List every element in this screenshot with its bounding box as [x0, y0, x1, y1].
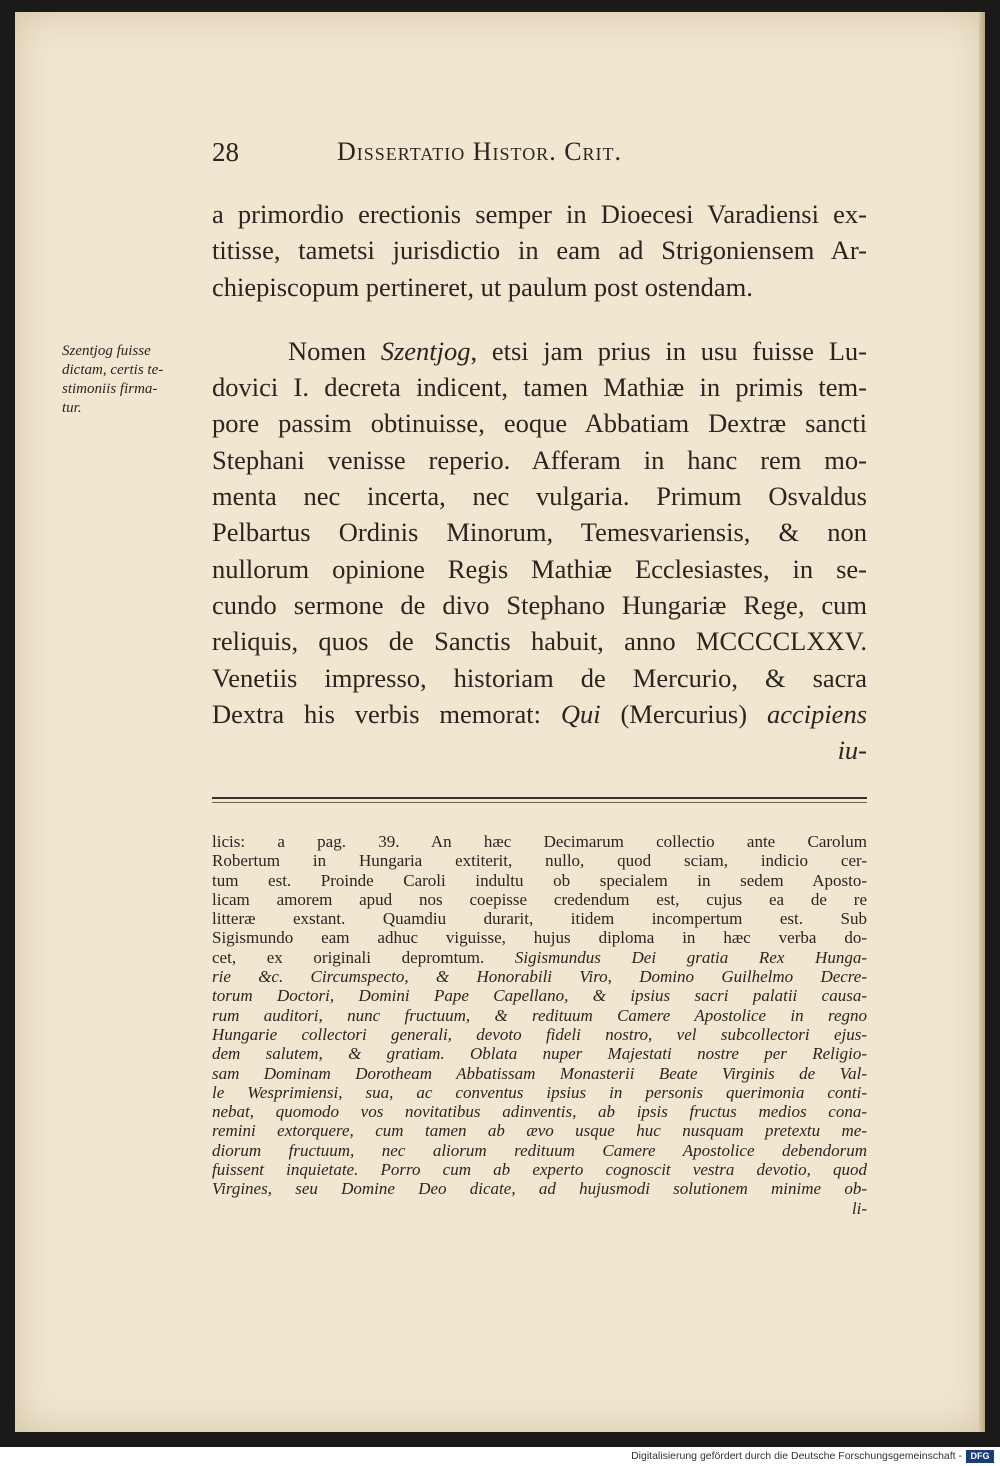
paragraph-gap [212, 305, 867, 333]
footnote-line: tum est. Proinde Caroli indultu ob specialem in sedem Aposto- [212, 870, 867, 890]
footnote-line: Robertum in Hungaria extiterit, nullo, quod sciam, indicio cer- [212, 851, 867, 871]
italic-span: Sigismundus Dei gratia Rex Hunga- [514, 947, 867, 967]
text-line [212, 333, 867, 369]
catchword: iu- [837, 735, 867, 766]
text-line: reliquis, quos de Sanctis habuit, anno MCCCCLXXV. [212, 626, 867, 657]
footnote-line: rie &c. Circumspecto, & Honorabili Viro, Domino Guilhelmo Decre- [212, 967, 867, 987]
italic-span: accipiens [766, 698, 868, 729]
margin-note-line: dictam, certis te- [62, 362, 164, 378]
page-number: 28 [212, 137, 239, 167]
text-line: dovici I. decreta indicent, tamen Mathiæ in primis tem- [212, 372, 867, 403]
footnote-line: Sigismundo eam adhuc viguisse, hujus diploma in hæc verba do- [212, 928, 867, 948]
text-line: Stephani venisse reperio. Afferam in hanc rem mo- [212, 444, 867, 475]
footnote-line [212, 948, 867, 967]
margin-note [62, 342, 212, 418]
footnote-line: remini extorquere, cum tamen ab ævo usque huc nusquam pretextu me- [212, 1121, 867, 1141]
page-header [212, 137, 862, 177]
italic-span: Qui [560, 698, 601, 729]
text-line: nullorum opinione Regis Mathiæ Ecclesiastes, in se- [212, 553, 867, 584]
footnote-line: sam Dominam Dorotheam Abbatissam Monasterii Beate Virginis de Val- [212, 1063, 867, 1083]
running-title: Dissertatio Histor. Crit. [337, 137, 623, 166]
text-span: (Mercurius) [600, 698, 767, 729]
footnote-rule-thin [212, 802, 867, 803]
text-line: chiepiscopum pertineret, ut paulum post ostendam. [212, 271, 753, 302]
margin-note-line: tur. [62, 400, 82, 416]
footnote-catchword: li- [851, 1198, 867, 1218]
footnote-rule [212, 797, 867, 799]
page-edge [979, 12, 985, 1432]
margin-note-line: stimoniis firma- [62, 381, 158, 397]
margin-note-line: Szentjog fuisse [62, 343, 151, 359]
text-line [212, 696, 867, 732]
italic-span: Szentjog [380, 335, 471, 366]
dfg-credit-text: Digitalisierung gefördert durch die Deutsche Forschungsgemeinschaft - [631, 1450, 962, 1462]
footnote-line: dem salutem, & gratiam. Oblata nuper Majestati nostre per Religio- [212, 1044, 867, 1064]
text-line: menta nec incerta, nec vulgaria. Primum Osvaldus [212, 481, 867, 512]
footnote-line: licis: a pag. 39. An hæc Decimarum collectio ante Carolum [212, 832, 867, 851]
footnote-line: le Wesprimiensi, sua, ac conventus ipsius in personis querimonia conti- [212, 1082, 867, 1102]
footnote-line: fuissent inquietate. Porro cum ab experto cognoscit vestra devotio, quod [212, 1160, 867, 1180]
footnote-line: Hungarie collectori generali, devoto fideli nostro, vel subcollectori ejus- [212, 1024, 867, 1044]
footnote-line: rum auditori, nunc fructuum, & redituum Camere Apostolice in regno [212, 1005, 867, 1025]
footnote-line: diorum fructuum, nec aliorum redituum Camere Apostolice debendorum [212, 1140, 867, 1160]
text-span: , etsi jam prius in usu fuisse Lu- [470, 335, 867, 366]
footnote-line: nebat, quomodo vos novitatibus adinventis, ab ipsis fructus medios cona- [212, 1102, 867, 1122]
text-span: Nomen [288, 335, 381, 366]
footnote [212, 832, 867, 1218]
text-line: titisse, tametsi jurisdictio in eam ad Strigoniensem Ar- [212, 235, 867, 266]
text-line: pore passim obtinuisse, eoque Abbatiam Dextræ sancti [212, 408, 867, 439]
text-line: Venetiis impresso, historiam de Mercurio, & sacra [212, 662, 867, 693]
credit-bar [0, 1447, 1000, 1466]
text-line: cundo sermone de divo Stephano Hungariæ Rege, cum [212, 589, 867, 620]
footnote-line: torum Doctori, Domini Pape Capellano, & ipsius sacri palatii causa- [212, 986, 867, 1006]
dfg-logo-icon: DFG [966, 1450, 994, 1463]
footnote-line: litteræ exstant. Quamdiu durarit, itidem incompertum est. Sub [212, 909, 867, 929]
text-span: Dextra his verbis memorat: [212, 698, 561, 729]
text-span: cet, ex originali depromtum. [212, 947, 515, 967]
text-line: a primordio erectionis semper in Dioecesi Varadiensi ex- [212, 199, 867, 229]
footnote-line: licam amorem apud nos coepisse credendum est, cujus ea de re [212, 889, 867, 909]
text-line: Pelbartus Ordinis Minorum, Temesvariensis, & non [212, 517, 867, 548]
main-text [212, 196, 867, 768]
footnote-line: Virgines, seu Domine Deo dicate, ad hujusmodi solutionem minime ob- [212, 1179, 867, 1199]
